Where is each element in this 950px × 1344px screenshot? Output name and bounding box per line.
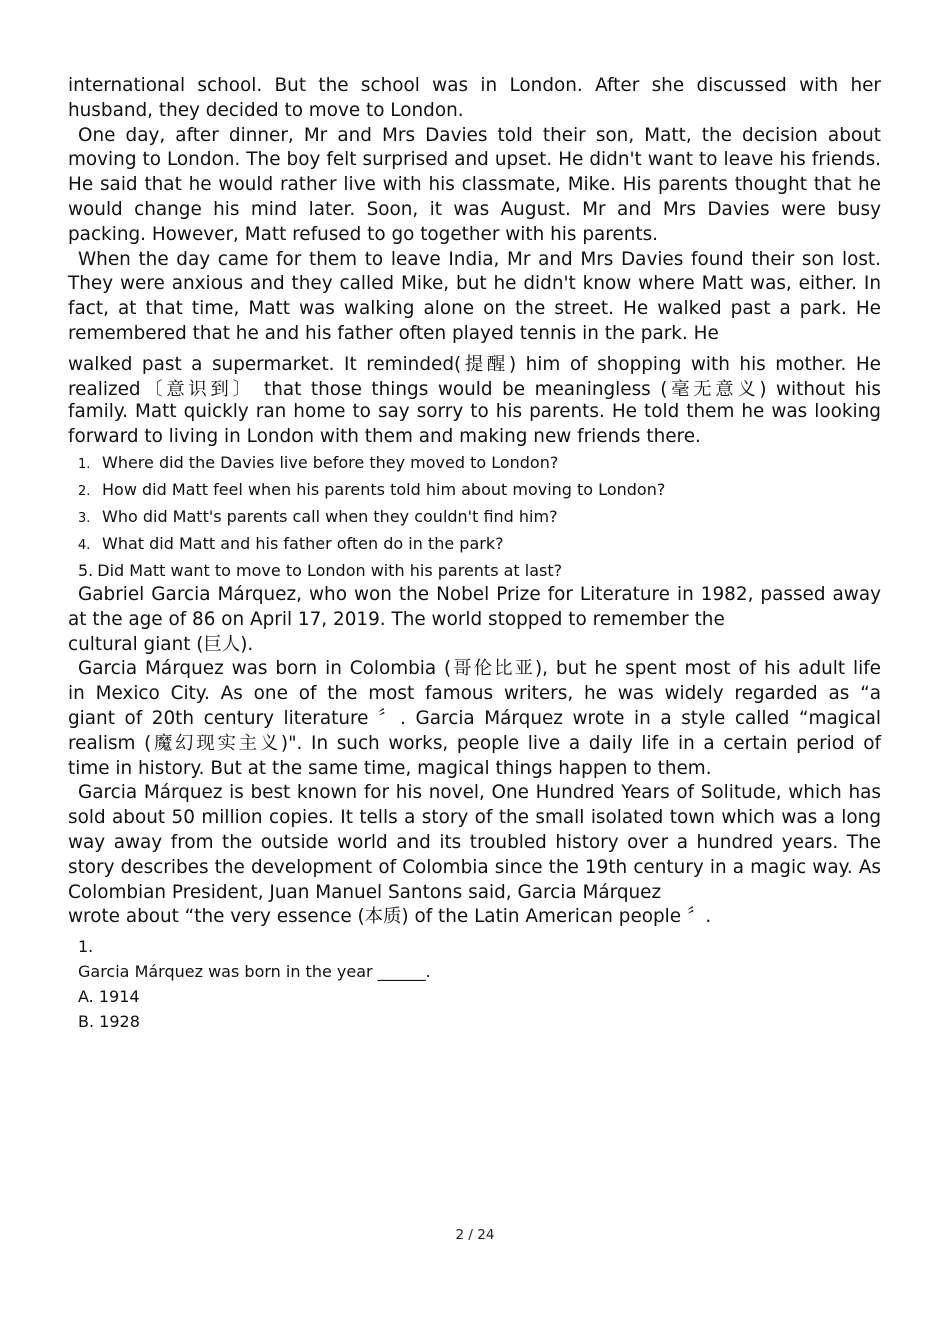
mc-option-a: A. 1914 [78,987,140,1007]
mc-question-stem: Garcia Márquez was born in the year ______. [78,962,431,982]
passage2-para2-part2: in Mexico City. As one of the most famous writers, he was widely regarded as “a [68,683,881,705]
page-number: 2 / 24 [455,1227,495,1243]
mc-question-number: 1. [78,937,94,957]
passage2-para1-part1: Gabriel Garcia Márquez, who won the Nobel Prize for Literature in 1982, passed away at the age of 86 on April 17, 2019. The world stopped to remember the [68,583,881,630]
questions-list-1 [68,450,881,583]
passage2-para2-part4: realism (魔幻现实主义)". In such works, people live a daily life in a certain period of [68,732,881,754]
passage2-para2-part3: giant of 20th century literature 〞. Garcia Márquez wrote in a style called “magical [68,707,881,729]
list-item [68,450,881,477]
document-page [68,74,881,1034]
list-item [68,558,881,583]
question-number: 3. [78,510,91,526]
question-text: How did Matt feel when his parents told him about moving to London? [102,479,666,499]
question-number: 5. [78,560,94,580]
question-number: 2. [78,483,91,499]
question-text: Who did Matt's parents call when they couldn't find him? [102,506,558,526]
mc-option-b: B. 1928 [78,1012,140,1032]
passage1-para1-line2: husband, they decided to move to London. [68,99,464,121]
passage2-para3-part2: wrote about “the very essence (本质) of the Latin American people 〞. [68,906,712,928]
passage2-para3-part1: Garcia Márquez is best known for his novel, One Hundred Years of Solitude, which has sold about 50 million copies. It tells a story of the small isolated town which was a long way away from the outside world and its troubled history over a hundred years. The story describes the development of Colombia since the 19th century in a magic way. As Colombian President, Juan Manuel Santons said, Garcia Márquez [68,782,881,903]
passage2-para2-part5: time in history. But at the same time, magical things happen to them. [68,757,712,779]
question-number: 4. [78,537,91,553]
passage2-para1-part2: cultural giant (巨人). [68,633,254,655]
passage1-para3-part1: When the day came for them to leave India, Mr and Mrs Davies found their son lost. They were anxious and they called Mike, but he didn't know where Matt was, either. In fact, at that time, Matt was walking alone on the street. He walked past a park. He remembered that he and his father often played tennis in the park. He [68,248,881,344]
list-item [68,504,881,531]
passage1-para3-part2: walked past a supermarket. It reminded(提醒) him of shopping with his mother. He [68,353,881,375]
passage1-para2: One day, after dinner, Mr and Mrs Davies told their son, Matt, the decision about moving to London. The boy felt surprised and upset. He didn't want to leave his friends. He said that he would rather live with his classmate, Mike. His parents thought that he would change his mind later. Soon, it was August. Mr and Mrs Davies were busy packing. However, Matt refused to go together with his parents. [68,124,881,245]
question-text: Did Matt want to move to London with his parents at last? [97,560,563,580]
question-number: 1. [78,456,91,472]
question-text: Where did the Davies live before they moved to London? [102,452,559,472]
passage1-para3-part3: realized〔意识到〕 that those things would be meaningless (毫无意义) without his [68,378,881,400]
passage1-para1-line1: international school. But the school was in London. After she discussed with her [68,75,881,96]
list-item [68,531,881,558]
list-item [68,477,881,504]
passage2-para2-part1: Garcia Márquez was born in Colombia (哥伦比亚), but he spent most of his adult life [78,658,881,680]
question-text: What did Matt and his father often do in the park? [102,533,504,553]
passage1-para3-part4: family. Matt quickly ran home to say sorry to his parents. He told them he was looking forward to living in London with them and making new friends there. [68,401,881,448]
